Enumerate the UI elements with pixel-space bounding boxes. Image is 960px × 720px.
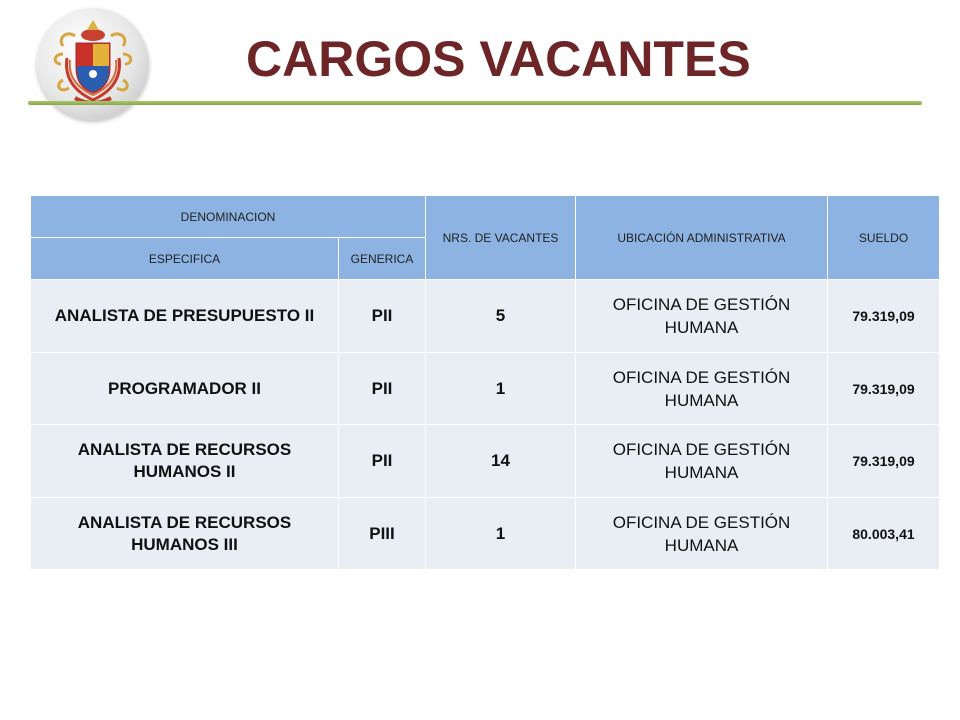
cell-generica: PII — [339, 425, 426, 498]
header-denominacion: DENOMINACION — [31, 196, 426, 238]
cell-especifica: PROGRAMADOR II — [31, 353, 339, 425]
table-row — [31, 280, 940, 353]
cell-generica: PII — [339, 280, 426, 353]
cell-ubicacion: OFICINA DE GESTIÓN HUMANA — [576, 425, 828, 498]
vacancies-table — [30, 195, 940, 570]
cell-vacantes: 14 — [426, 425, 576, 498]
header-vacantes: NRS. DE VACANTES — [426, 196, 576, 280]
table-row — [31, 425, 940, 498]
cell-sueldo: 79.319,09 — [828, 353, 940, 425]
cell-especifica: ANALISTA DE RECURSOS HUMANOS II — [31, 425, 339, 498]
cell-sueldo: 79.319,09 — [828, 280, 940, 353]
cell-vacantes: 1 — [426, 353, 576, 425]
table-row — [31, 353, 940, 425]
cell-especifica: ANALISTA DE PRESUPUESTO II — [31, 280, 339, 353]
header-generica: GENERICA — [339, 238, 426, 280]
cell-generica: PII — [339, 353, 426, 425]
cell-ubicacion: OFICINA DE GESTIÓN HUMANA — [576, 280, 828, 353]
cell-sueldo: 80.003,41 — [828, 498, 940, 570]
cell-sueldo: 79.319,09 — [828, 425, 940, 498]
header-sueldo: SUELDO — [828, 196, 940, 280]
cell-generica: PIII — [339, 498, 426, 570]
title-divider — [28, 101, 922, 105]
cell-ubicacion: OFICINA DE GESTIÓN HUMANA — [576, 353, 828, 425]
cell-ubicacion: OFICINA DE GESTIÓN HUMANA — [576, 498, 828, 570]
page-title: CARGOS VACANTES — [246, 31, 751, 87]
cell-vacantes: 5 — [426, 280, 576, 353]
table-row — [31, 498, 940, 570]
cell-especifica: ANALISTA DE RECURSOS HUMANOS III — [31, 498, 339, 570]
cell-vacantes: 1 — [426, 498, 576, 570]
header-ubicacion: UBICACIÓN ADMINISTRATIVA — [576, 196, 828, 280]
header-especifica: ESPECIFICA — [31, 238, 339, 280]
